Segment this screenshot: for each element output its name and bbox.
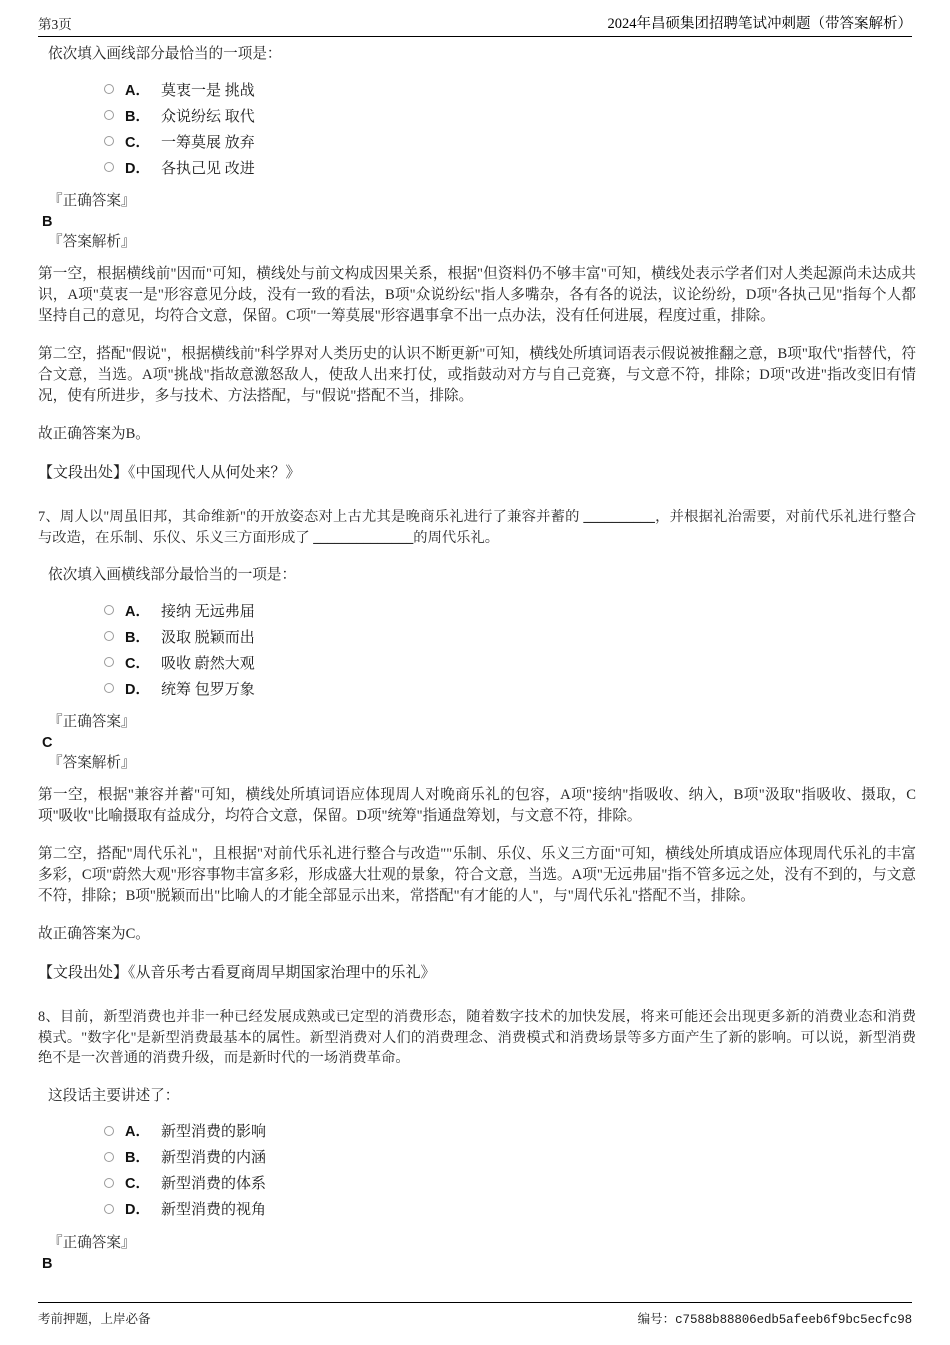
option-letter: D． xyxy=(125,681,150,698)
q6-correct-answer-value: B xyxy=(42,214,53,230)
radio-button-icon[interactable] xyxy=(104,84,114,94)
option-row[interactable] xyxy=(104,102,916,128)
radio-button-icon[interactable] xyxy=(104,162,114,172)
page-number-label: 第3页 xyxy=(38,17,72,32)
q8-prompt: 这段话主要讲述了： xyxy=(48,1087,180,1104)
q7-prompt: 依次填入画横线部分最恰当的一项是： xyxy=(48,567,297,583)
option-row[interactable] xyxy=(104,1196,916,1222)
option-letter: D． xyxy=(125,160,150,177)
option-letter: C． xyxy=(125,655,150,672)
footer-code-value: c7588b88806edb5afeeb6f9bc5ecfc98 xyxy=(675,1313,912,1327)
q7-stem-part-c: 的周代乐礼。 xyxy=(413,529,500,546)
q6-analysis-paragraph-2: 第二空，搭配"假说"，根据横线前"科学界对人类历史的认识不断更新"可知，横线处所填词语表示假说被推翻之意，B项"取代"指替代，符合文意，当选。A项"挑战"指故意激怒敌人，使敌人出来打仗，或指鼓动对方与自己竞赛，与文意不符，排除；D项"改进"指改变旧有情况，使有所进步，多与技术、方法搭配，与"假说"搭配不当，排除。 xyxy=(38,346,916,404)
q8-stem: 8、目前，新型消费也并非一种已经发展成熟或已定型的消费形态，随着数字技术的加快发展，将来可能还会出现更多新的消费业态和消费模式。"数字化"是新型消费最基本的属性。新型消费对人们的消费理念、消费模式和消费场景等多方面产生了新的影响。可以说，新型消费绝不是一次普通的消费升级，而是新时代的一场消费革命。 xyxy=(38,1009,916,1066)
option-text: 一筹莫展 放弃 xyxy=(160,134,255,151)
option-letter: A． xyxy=(125,1124,150,1140)
option-row[interactable] xyxy=(104,1170,916,1196)
q7-conclusion: 故正确答案为C。 xyxy=(38,926,150,942)
radio-button-icon[interactable] xyxy=(104,136,114,146)
option-row[interactable] xyxy=(104,128,916,154)
q7-correct-answer-value: C xyxy=(42,735,53,751)
option-row[interactable] xyxy=(104,649,916,675)
option-row[interactable] xyxy=(104,76,916,102)
radio-button-icon[interactable] xyxy=(104,1126,114,1136)
radio-button-icon[interactable] xyxy=(104,683,114,693)
option-text: 莫衷一是 挑战 xyxy=(160,82,255,99)
option-text: 新型消费的影响 xyxy=(160,1124,266,1140)
option-letter: A． xyxy=(125,82,150,99)
page-footer xyxy=(38,1302,912,1327)
radio-button-icon[interactable] xyxy=(104,657,114,667)
q7-blank-2: ______________ xyxy=(313,529,414,546)
option-text: 新型消费的视角 xyxy=(160,1202,266,1218)
q6-correct-answer-label: 『正确答案』 xyxy=(48,193,136,209)
option-letter: B． xyxy=(125,629,150,646)
option-row[interactable] xyxy=(104,154,916,180)
q6-conclusion: 故正确答案为B。 xyxy=(38,426,150,442)
q6-source-title: 《中国现代人从何处来？》 xyxy=(128,465,301,481)
option-letter: B． xyxy=(125,1150,150,1166)
radio-button-icon[interactable] xyxy=(104,605,114,615)
option-letter: A． xyxy=(125,603,150,620)
option-row[interactable] xyxy=(104,597,916,623)
q6-options xyxy=(38,76,916,180)
option-letter: C． xyxy=(125,134,150,151)
q7-analysis-paragraph-2: 第二空，搭配"周代乐礼"，且根据"对前代乐礼进行整合与改造""乐制、乐仪、乐义三方面"可知，横线处所填成语应体现周代乐礼的丰富多彩，C项"蔚然大观"形容事物丰富多彩，形成盛大壮观的景象，符合文意，当选。A项"无远弗届"指不管多远之处，没有不到的，与文意不符，排除；B项"脱颖而出"比喻人的才能全部显示出来，常搭配"有才能的人"，与"周代乐礼"搭配不当，排除。 xyxy=(38,846,916,904)
radio-button-icon[interactable] xyxy=(104,631,114,641)
q6-analysis-paragraph-1: 第一空，根据横线前"因而"可知，横线处与前文构成因果关系，根据"但资料仍不够丰富"可知，横线处表示学者们对人类起源尚未达成共识，A项"莫衷一是"形容意见分歧，没有一致的看法，B项"众说纷纭"指人多嘴杂，各有各的说法，议论纷纷，D项"各执己见"指每个人都坚持自己的意见，均符合文意，保留。C项"一筹莫展"形容遇事拿不出一点办法，没有任何进展，程度过重，排除。 xyxy=(38,266,916,324)
q7-source xyxy=(38,962,916,984)
page-header xyxy=(38,12,912,37)
footer-code xyxy=(638,1309,912,1327)
option-text: 各执己见 改进 xyxy=(160,160,255,177)
q6-analysis-label: 『答案解析』 xyxy=(48,234,136,250)
q8-correct-answer-value: B xyxy=(42,1255,53,1272)
q7-correct-answer-label: 『正确答案』 xyxy=(48,714,136,730)
footer-slogan: 考前押题，上岸必备 xyxy=(38,1312,151,1326)
q8-correct-answer-label: 『正确答案』 xyxy=(48,1234,136,1251)
option-text: 新型消费的内涵 xyxy=(160,1150,266,1166)
option-text: 新型消费的体系 xyxy=(160,1176,266,1192)
option-row[interactable] xyxy=(104,623,916,649)
option-text: 吸收 蔚然大观 xyxy=(160,655,255,672)
q7-source-label: 【文段出处】 xyxy=(38,965,129,981)
q7-analysis-paragraph-1: 第一空，根据"兼容并蓄"可知，横线处所填词语应体现周人对晚商乐礼的包容，A项"接纳"指吸收、纳入，B项"汲取"指吸收、摄取，C项"吸收"比喻摄取有益成分，均符合文意，保留。D项"统筹"指通盘筹划，与文意不符，排除。 xyxy=(38,787,916,824)
option-letter: B． xyxy=(125,108,150,125)
option-letter: D． xyxy=(125,1202,150,1218)
document-body xyxy=(38,44,916,1274)
option-row[interactable] xyxy=(104,1144,916,1170)
radio-button-icon[interactable] xyxy=(104,1152,114,1162)
option-text: 接纳 无远弗届 xyxy=(160,603,255,620)
q7-stem xyxy=(38,507,916,548)
radio-button-icon[interactable] xyxy=(104,1178,114,1188)
q7-options xyxy=(38,597,916,701)
q7-source-title: 《从音乐考古看夏商周早期国家治理中的乐礼》 xyxy=(128,965,436,981)
q7-stem-part-a: 7、周人以"周虽旧邦，其命维新"的开放姿态对上古尤其是晚商乐礼进行了兼容并蓄的 xyxy=(38,509,584,525)
q7-blank-1: __________ xyxy=(583,509,655,525)
option-text: 汲取 脱颖而出 xyxy=(160,629,255,646)
q8-options xyxy=(38,1118,916,1222)
footer-code-label: 编号： xyxy=(637,1312,676,1326)
option-text: 统筹 包罗万象 xyxy=(160,681,255,698)
q6-source xyxy=(38,462,916,484)
radio-button-icon[interactable] xyxy=(104,1204,114,1214)
option-row[interactable] xyxy=(104,1118,916,1144)
q7-analysis-label: 『答案解析』 xyxy=(48,755,136,771)
radio-button-icon[interactable] xyxy=(104,110,114,120)
option-text: 众说纷纭 取代 xyxy=(160,108,255,125)
option-row[interactable] xyxy=(104,675,916,701)
option-letter: C． xyxy=(125,1176,150,1192)
document-title: 2024年昌硕集团招聘笔试冲刺题（带答案解析） xyxy=(607,16,912,32)
q6-source-label: 【文段出处】 xyxy=(38,465,129,481)
q6-prompt: 依次填入画线部分最恰当的一项是： xyxy=(48,46,282,62)
q7-stem-part-b: ，并根据礼治需要，对前代乐礼进行整合与改造，在乐制、乐仪、乐义三方面形成了 xyxy=(38,509,916,546)
